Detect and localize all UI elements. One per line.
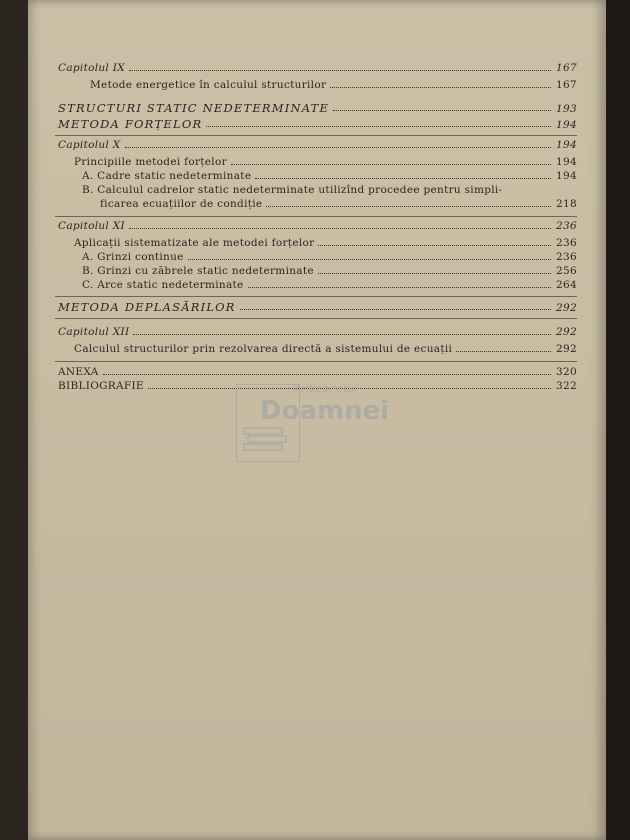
toc-row xyxy=(74,237,577,249)
toc-row xyxy=(58,62,577,74)
toc-page: 194 xyxy=(556,156,577,168)
toc-row xyxy=(82,265,577,277)
toc-row xyxy=(82,251,577,263)
toc-label: Principiile metodei forțelor xyxy=(74,156,227,168)
divider xyxy=(55,135,577,136)
toc-label: B. Grinzi cu zăbrele static nedeterminate xyxy=(82,265,314,277)
toc-page: 236 xyxy=(556,220,577,232)
toc-label: C. Arce static nedeterminate xyxy=(82,279,244,291)
divider xyxy=(55,216,577,217)
toc-page: 194 xyxy=(556,139,577,151)
toc-page: 320 xyxy=(556,366,577,378)
toc-row xyxy=(74,156,577,168)
toc-label: Calculul structurilor prin rezolvarea directă a sistemului de ecuații xyxy=(74,343,453,355)
watermark-line2: Doamnei xyxy=(260,396,390,426)
toc-label: A. Grinzi continue xyxy=(82,251,184,263)
toc-label: ficarea ecuațiilor de condiție xyxy=(100,198,263,210)
toc-row xyxy=(58,326,577,338)
toc-label: B. Calculul cadrelor static nedeterminate utilizînd procedee pentru simpli- xyxy=(82,184,503,196)
toc-page: 218 xyxy=(556,198,577,210)
toc-page: 167 xyxy=(556,79,577,91)
toc-page: 236 xyxy=(556,251,577,263)
divider xyxy=(55,318,577,319)
toc-label: Aplicații sistematizate ale metodei forțelor xyxy=(74,237,315,249)
toc-label: Metode energetice în calculul structurilor xyxy=(90,79,327,91)
toc-section-row xyxy=(58,117,577,131)
toc-label: Capitolul XI xyxy=(58,220,125,232)
toc-row xyxy=(90,79,577,91)
toc-page: 292 xyxy=(556,343,577,355)
toc-page: 167 xyxy=(556,62,577,74)
toc-label: Capitolul IX xyxy=(58,62,125,74)
toc-label: METODA FORȚELOR xyxy=(58,117,203,131)
watermark-line1: Anticariatul xyxy=(294,382,358,395)
toc-page: 264 xyxy=(556,279,577,291)
toc-row xyxy=(58,139,577,151)
toc-row xyxy=(58,366,577,378)
toc-page: 256 xyxy=(556,265,577,277)
watermark-logo xyxy=(236,378,390,460)
toc-label: METODA DEPLASĂRILOR xyxy=(58,300,236,314)
toc-page: 292 xyxy=(556,302,577,314)
toc-row xyxy=(100,198,577,210)
toc-row xyxy=(58,220,577,232)
toc-page: 236 xyxy=(556,237,577,249)
toc-label: Capitolul X xyxy=(58,139,121,151)
toc-section-row xyxy=(58,300,577,314)
toc-page: 194 xyxy=(556,170,577,182)
toc-page: 193 xyxy=(556,103,577,115)
toc-row xyxy=(82,184,577,196)
toc-page: 322 xyxy=(556,380,577,392)
toc-row xyxy=(82,170,577,182)
toc-label: BIBLIOGRAFIE xyxy=(58,380,144,392)
toc-row xyxy=(74,343,577,355)
toc-section-row xyxy=(58,101,577,115)
divider xyxy=(55,361,577,362)
toc-label: STRUCTURI STATIC NEDETERMINATE xyxy=(58,101,330,115)
books-icon xyxy=(242,426,292,454)
toc-label: A. Cadre static nedeterminate xyxy=(82,170,252,182)
toc-page: 194 xyxy=(556,119,577,131)
divider xyxy=(55,296,577,297)
toc-label: ANEXA xyxy=(58,366,99,378)
toc-row xyxy=(82,279,577,291)
toc-page: 292 xyxy=(556,326,577,338)
toc-label: Capitolul XII xyxy=(58,326,130,338)
